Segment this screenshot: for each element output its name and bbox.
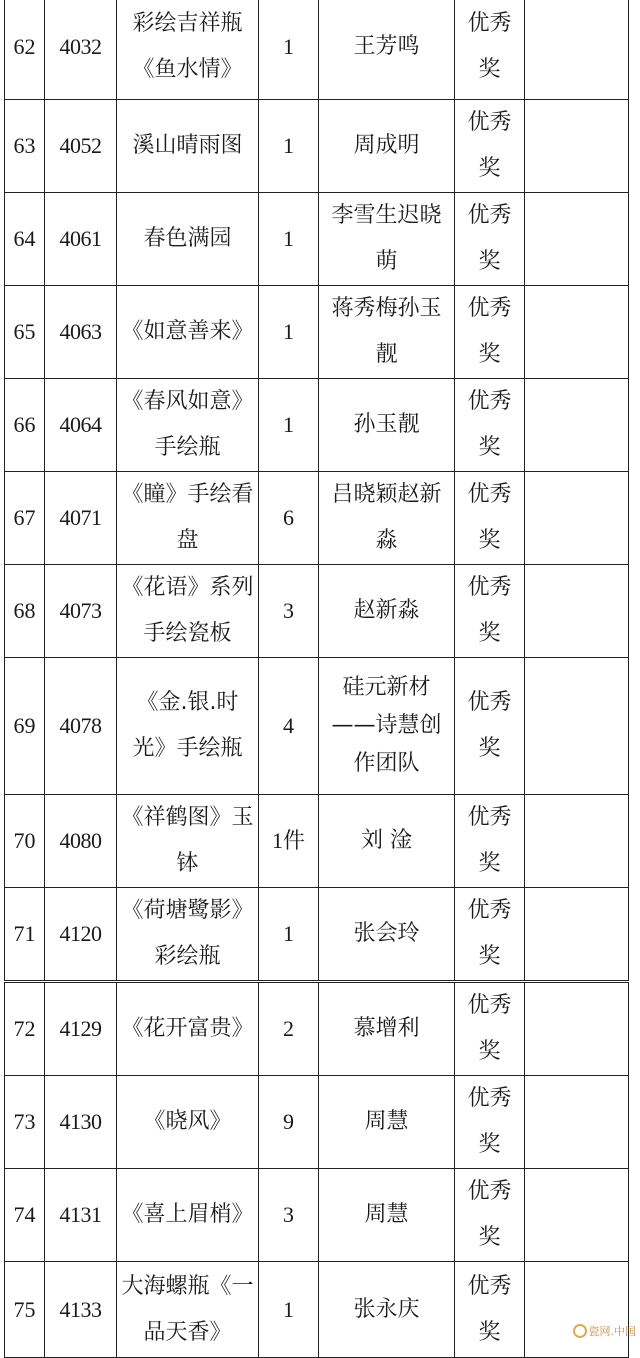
work-title: 《喜上眉梢》: [117, 1169, 259, 1262]
work-title: 春色满园: [117, 193, 259, 286]
entry-code: 4032: [45, 0, 117, 100]
award-level: 优秀奖: [455, 658, 525, 795]
author: 刘 淦: [319, 795, 455, 888]
table-row: [5, 379, 629, 472]
site-watermark: [573, 1323, 637, 1339]
entry-code: 4080: [45, 795, 117, 888]
blank-cell: [525, 1076, 629, 1169]
blank-cell: [525, 472, 629, 565]
blank-cell: [525, 100, 629, 193]
table-row: [5, 982, 629, 1076]
award-level: 优秀奖: [455, 795, 525, 888]
work-title: 溪山晴雨图: [117, 100, 259, 193]
award-level: 优秀奖: [455, 286, 525, 379]
author: 赵新淼: [319, 565, 455, 658]
entry-code: 4052: [45, 100, 117, 193]
work-title: 大海螺瓶《一品天香》: [117, 1262, 259, 1358]
entry-code: 4120: [45, 888, 117, 982]
quantity: 9: [259, 1076, 319, 1169]
quantity: 4: [259, 658, 319, 795]
table-row: [5, 1262, 629, 1358]
entry-code: 4129: [45, 982, 117, 1076]
award-level: 优秀奖: [455, 888, 525, 982]
row-number: 69: [5, 658, 45, 795]
award-level: 优秀奖: [455, 0, 525, 100]
quantity: 1: [259, 193, 319, 286]
author: 吕晓颖赵新淼: [319, 472, 455, 565]
porcelain-logo-icon: [573, 1324, 587, 1338]
work-title: 《祥鹤图》玉钵: [117, 795, 259, 888]
work-title: 《金.银.时光》手绘瓶: [117, 658, 259, 795]
blank-cell: [525, 1262, 629, 1358]
award-level: 优秀奖: [455, 100, 525, 193]
quantity: 3: [259, 1169, 319, 1262]
award-level: 优秀奖: [455, 472, 525, 565]
table-row: [5, 1076, 629, 1169]
blank-cell: [525, 0, 629, 100]
quantity: 6: [259, 472, 319, 565]
blank-cell: [525, 379, 629, 472]
row-number: 74: [5, 1169, 45, 1262]
watermark-text: 瓷网.中国: [588, 1325, 636, 1338]
row-number: 71: [5, 888, 45, 982]
entry-code: 4064: [45, 379, 117, 472]
entry-code: 4063: [45, 286, 117, 379]
author: 周慧: [319, 1076, 455, 1169]
author: 孙玉靓: [319, 379, 455, 472]
work-title: 《花开富贵》: [117, 982, 259, 1076]
row-number: 68: [5, 565, 45, 658]
work-title: 彩绘吉祥瓶《鱼水情》: [117, 0, 259, 100]
entry-code: 4071: [45, 472, 117, 565]
award-level: 优秀奖: [455, 1076, 525, 1169]
award-table-body: [5, 0, 629, 1358]
quantity: 1件: [259, 795, 319, 888]
award-level: 优秀奖: [455, 982, 525, 1076]
quantity: 1: [259, 888, 319, 982]
entry-code: 4078: [45, 658, 117, 795]
blank-cell: [525, 658, 629, 795]
entry-code: 4061: [45, 193, 117, 286]
award-level: 优秀奖: [455, 379, 525, 472]
row-number: 67: [5, 472, 45, 565]
author: 李雪生迟晓萌: [319, 193, 455, 286]
table-row: [5, 795, 629, 888]
row-number: 70: [5, 795, 45, 888]
work-title: 《花语》系列手绘瓷板: [117, 565, 259, 658]
quantity: 1: [259, 1262, 319, 1358]
row-number: 63: [5, 100, 45, 193]
award-level: 优秀奖: [455, 1169, 525, 1262]
blank-cell: [525, 565, 629, 658]
work-title: 《瞳》手绘看盘: [117, 472, 259, 565]
table-row: [5, 472, 629, 565]
author: 硅元新材——诗慧创作团队: [319, 658, 455, 795]
quantity: 1: [259, 0, 319, 100]
row-number: 66: [5, 379, 45, 472]
row-number: 75: [5, 1262, 45, 1358]
work-title: 《晓风》: [117, 1076, 259, 1169]
table-row: [5, 0, 629, 100]
entry-code: 4073: [45, 565, 117, 658]
author: 张永庆: [319, 1262, 455, 1358]
award-level: 优秀奖: [455, 193, 525, 286]
quantity: 3: [259, 565, 319, 658]
table-row: [5, 193, 629, 286]
entry-code: 4133: [45, 1262, 117, 1358]
quantity: 2: [259, 982, 319, 1076]
quantity: 1: [259, 379, 319, 472]
row-number: 65: [5, 286, 45, 379]
blank-cell: [525, 1169, 629, 1262]
author: 张会玲: [319, 888, 455, 982]
row-number: 73: [5, 1076, 45, 1169]
author: 蒋秀梅孙玉靓: [319, 286, 455, 379]
author: 周成明: [319, 100, 455, 193]
row-number: 64: [5, 193, 45, 286]
award-table: [4, 0, 629, 1358]
blank-cell: [525, 888, 629, 982]
entry-code: 4131: [45, 1169, 117, 1262]
work-title: 《春风如意》手绘瓶: [117, 379, 259, 472]
table-row: [5, 658, 629, 795]
award-level: 优秀奖: [455, 1262, 525, 1358]
work-title: 《如意善来》: [117, 286, 259, 379]
table-row: [5, 286, 629, 379]
blank-cell: [525, 193, 629, 286]
author: 周慧: [319, 1169, 455, 1262]
table-row: [5, 100, 629, 193]
row-number: 62: [5, 0, 45, 100]
entry-code: 4130: [45, 1076, 117, 1169]
row-number: 72: [5, 982, 45, 1076]
table-row: [5, 1169, 629, 1262]
work-title: 《荷塘鹭影》彩绘瓶: [117, 888, 259, 982]
author: 王芳鸣: [319, 0, 455, 100]
author: 慕增利: [319, 982, 455, 1076]
table-row: [5, 888, 629, 982]
table-row: [5, 565, 629, 658]
award-level: 优秀奖: [455, 565, 525, 658]
blank-cell: [525, 982, 629, 1076]
quantity: 1: [259, 100, 319, 193]
blank-cell: [525, 286, 629, 379]
quantity: 1: [259, 286, 319, 379]
blank-cell: [525, 795, 629, 888]
